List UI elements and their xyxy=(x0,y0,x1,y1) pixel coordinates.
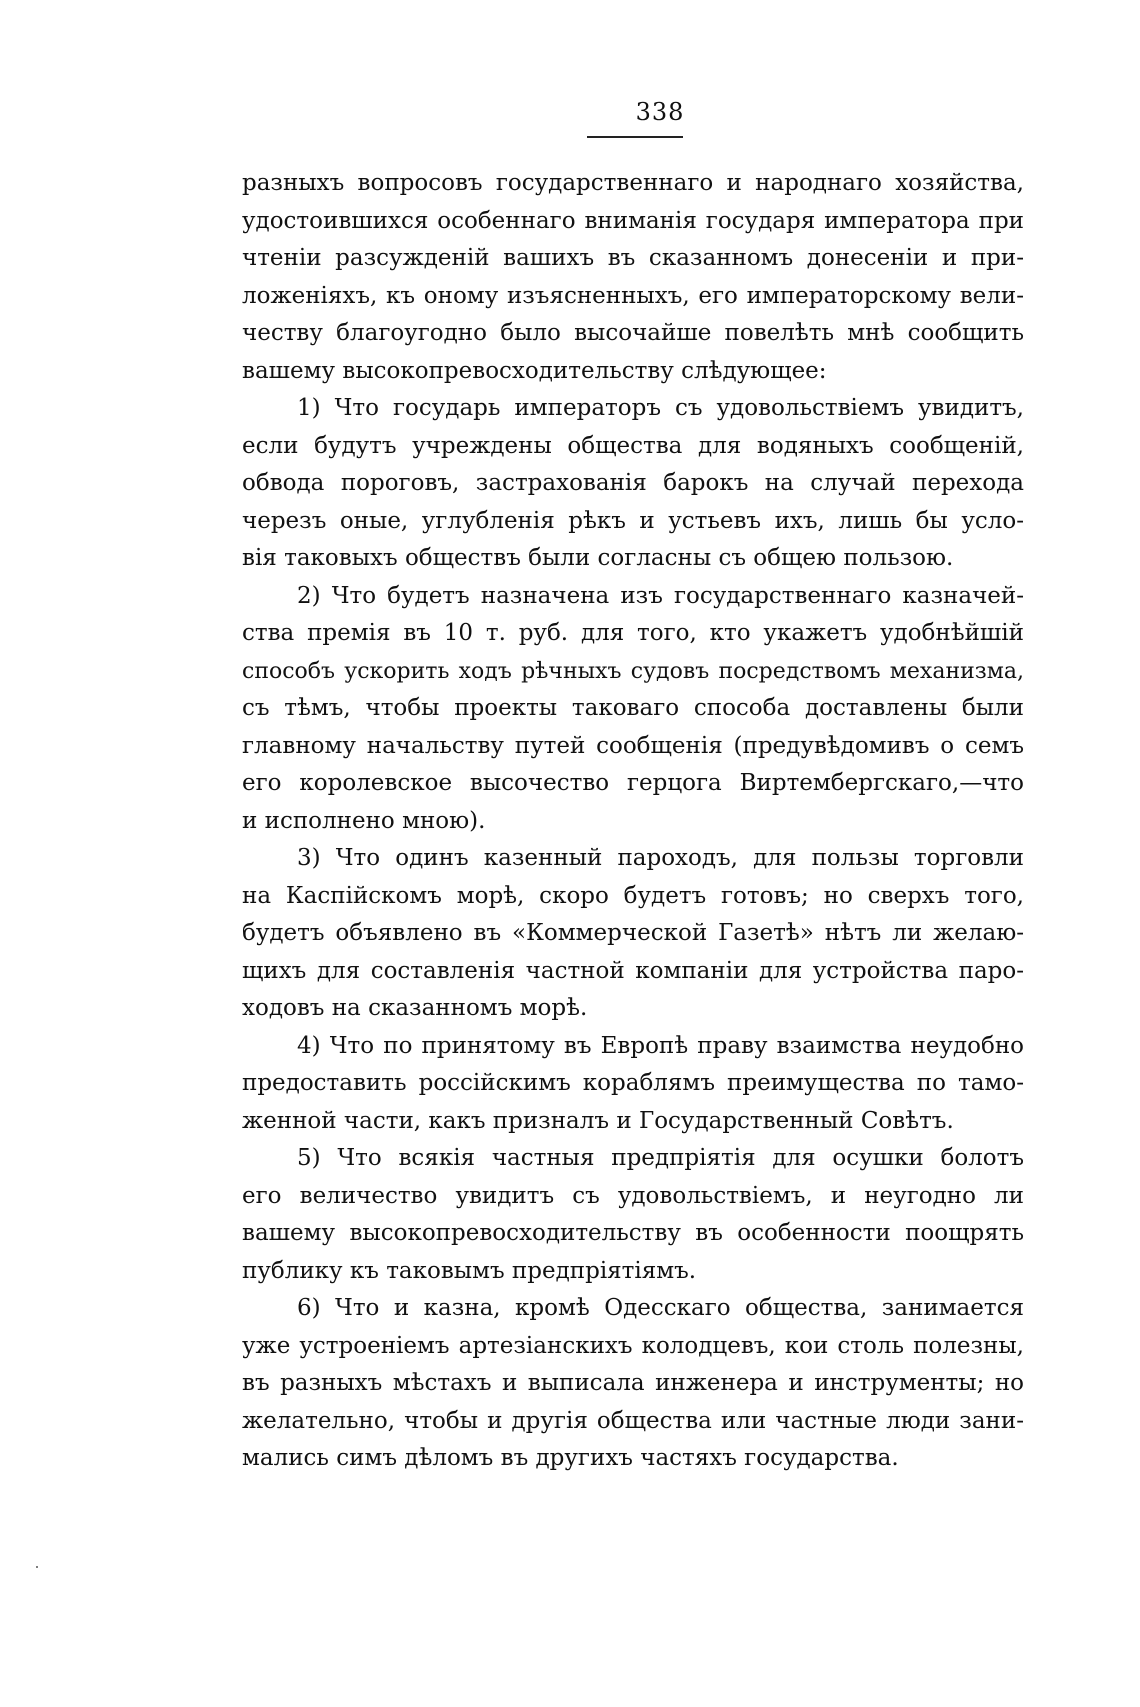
text-line: ходовъ на сказанномъ морѣ. xyxy=(242,995,588,1021)
page-number: 338 xyxy=(635,98,685,126)
text-line: обвода пороговъ, застрахованія барокъ на случай перехода xyxy=(242,470,1024,496)
text-line: публику къ таковымъ предпріятіямъ. xyxy=(242,1257,697,1284)
body-text xyxy=(242,165,1024,1478)
text-line: способъ ускорить ходъ рѣчныхъ судовъ посредствомъ механизма, xyxy=(242,658,1024,684)
text-line: 4) Что по принятому въ Европѣ праву взаимства неудобно xyxy=(297,1032,1024,1059)
text-line: 5) Что всякія частныя предпріятія для осушки болотъ xyxy=(297,1145,1024,1171)
text-line: 6) Что и казна, кромѣ Одесскаго общества, занимается xyxy=(297,1295,1024,1321)
text-line: разныхъ вопросовъ государственнаго и народнаго хозяйства, xyxy=(242,170,1024,196)
text-line: будетъ объявлено въ «Коммерческой Газетѣ» нѣтъ ли желаю- xyxy=(242,920,1024,946)
text-line: чтеніи разсужденій вашихъ въ сказанномъ донесеніи и при- xyxy=(242,245,1024,271)
text-line: и исполнено мною). xyxy=(242,807,486,834)
text-line: вашему высокопревосходительству въ особенности поощрять xyxy=(242,1220,1024,1246)
text-line: вія таковыхъ обществъ были согласны съ общею пользою. xyxy=(242,545,954,571)
text-line: черезъ оные, углубленія рѣкъ и устьевъ ихъ, лишь бы усло- xyxy=(242,507,1024,534)
text-line: ложеніяхъ, къ оному изъясненныхъ, его императорскому вели- xyxy=(242,282,1024,309)
text-line: на Каспійскомъ морѣ, скоро будетъ готовъ; но сверхъ того, xyxy=(242,882,1024,909)
text-line: съ тѣмъ, чтобы проекты таковаго способа доставлены были xyxy=(242,695,1024,721)
page-number-rule xyxy=(587,136,683,138)
text-line: 3) Что одинъ казенный пароходъ, для пользы торговли xyxy=(297,845,1024,871)
text-line: желательно, чтобы и другія общества или частные люди зани- xyxy=(242,1407,1024,1434)
text-line: въ разныхъ мѣстахъ и выписала инженера и инструменты; но xyxy=(242,1370,1024,1396)
text-line: удостоившихся особеннаго вниманія государя императора при xyxy=(242,207,1024,234)
text-line: предоставить россійскимъ кораблямъ преимущества по тамо- xyxy=(242,1070,1024,1096)
text-line: если будутъ учреждены общества для водяныхъ сообщеній, xyxy=(242,432,1024,459)
text-line: честву благоугодно было высочайше повелѣть мнѣ сообщить xyxy=(242,320,1024,346)
text-line: его величество увидитъ съ удовольствіемъ, и неугодно ли xyxy=(242,1182,1024,1209)
text-line: женной части, какъ призналъ и Государственный Совѣтъ. xyxy=(242,1107,954,1134)
text-line: щихъ для составленія частной компаніи для устройства паро- xyxy=(242,957,1024,984)
text-line: его королевское высочество герцога Виртембергскаго,—что xyxy=(242,770,1024,796)
scan-speck xyxy=(36,1566,38,1568)
text-line: 1) Что государь императоръ съ удовольствіемъ увидитъ, xyxy=(297,395,1024,421)
text-line: мались симъ дѣломъ въ другихъ частяхъ государства. xyxy=(242,1445,899,1471)
text-line: вашему высокопревосходительству слѣдующее: xyxy=(242,357,827,384)
text-line: уже устроеніемъ артезіанскихъ колодцевъ, кои столь полезны, xyxy=(242,1332,1024,1359)
text-line: ства премія въ 10 т. руб. для того, кто укажетъ удобнѣйшій xyxy=(242,620,1024,646)
text-line: 2) Что будетъ назначена изъ государственнаго казначей- xyxy=(297,582,1024,609)
text-line: главному начальству путей сообщенія (предувѣдомивъ о семъ xyxy=(242,732,1024,759)
